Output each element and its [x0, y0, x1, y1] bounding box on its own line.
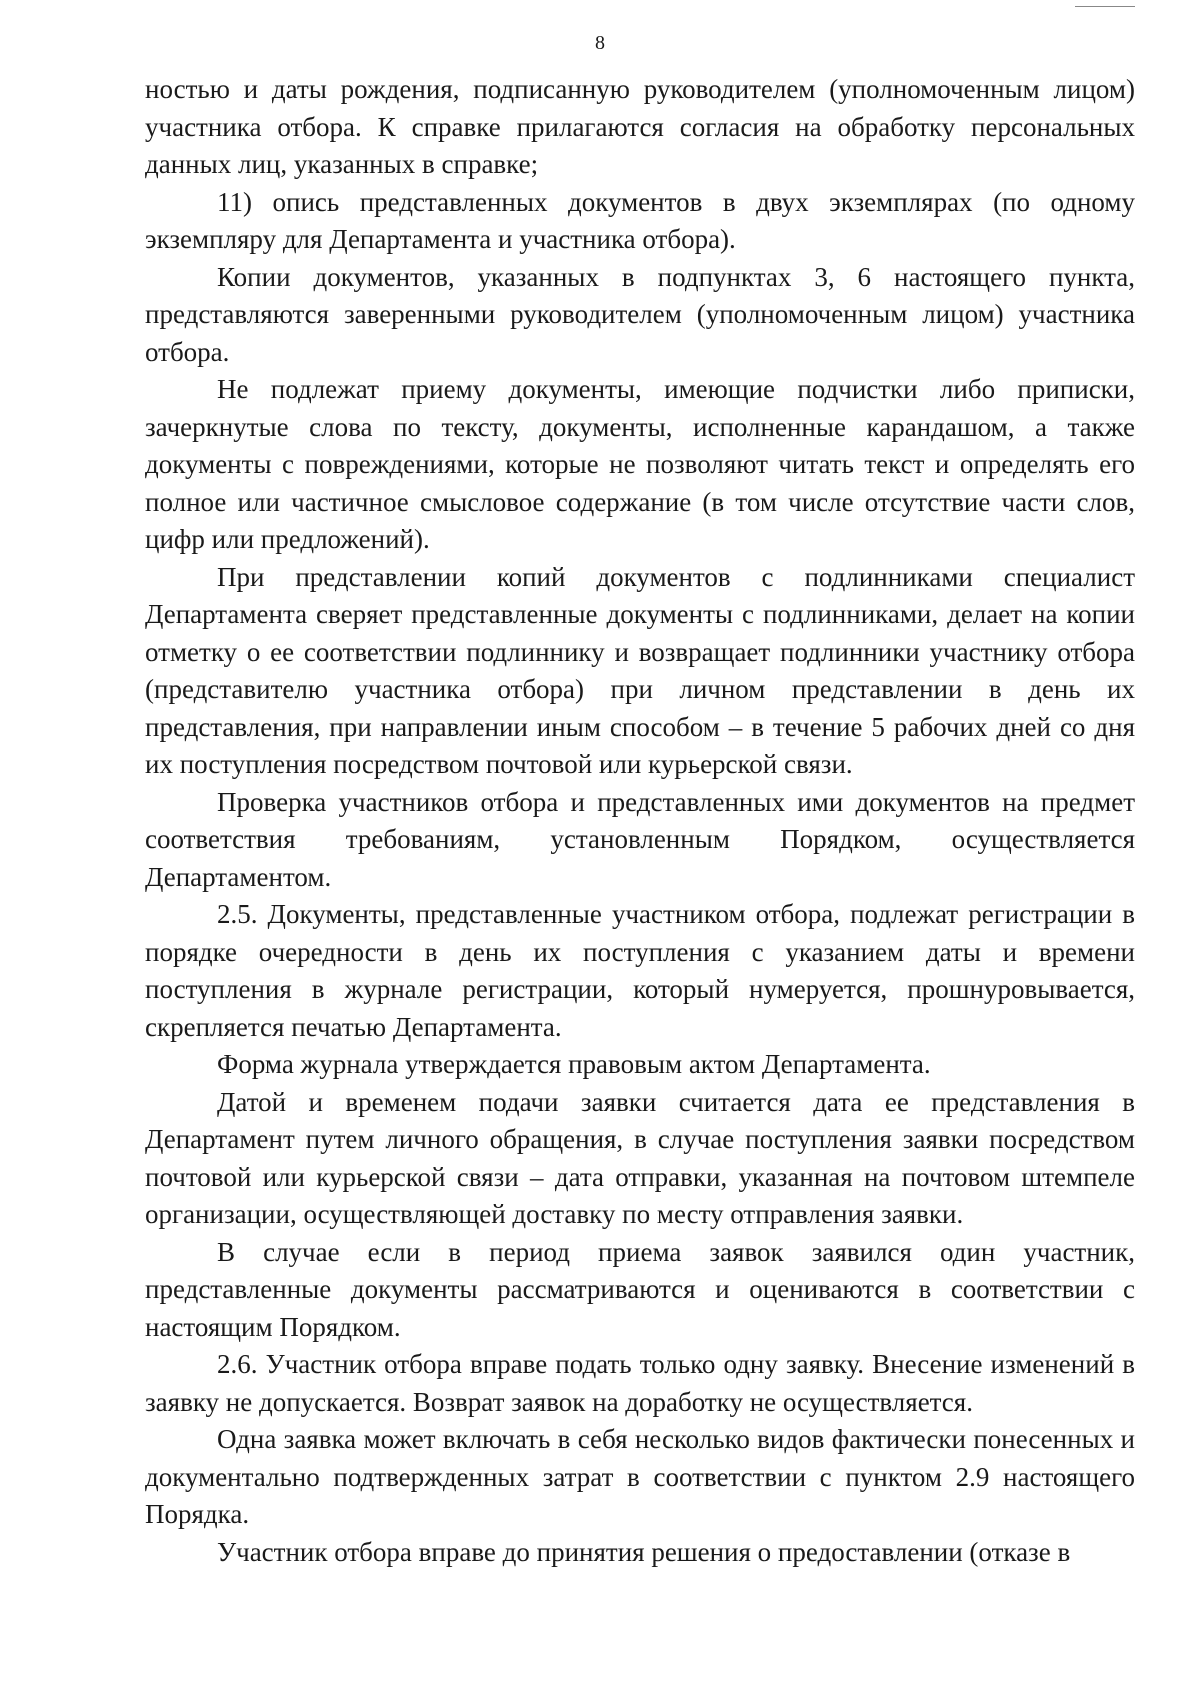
paragraph: Копии документов, указанных в подпунктах 3, 6 настоящего пункта, представляются заверенными руководителем (уполномоченным лицом) участника отбора. — [145, 261, 1135, 367]
paragraph: ностью и даты рождения, подписанную руководителем (уполномоченным лицом) участника отбора. К справке прилагаются согласия на обработку персональных данных лиц, указанных в справке; — [145, 74, 1135, 179]
paragraph: Не подлежат приему документы, имеющие подчистки либо приписки, зачеркнутые слова по тексту, документы, исполненные карандашом, а также документы с повреждениями, которые не позволяют читать текст и определять его полное или частичное смысловое содержание (в том числе отсутствие части слов, цифр или предложений). — [145, 374, 1135, 554]
paragraph: Участник отбора вправе до принятия решения о предоставлении (отказе в — [217, 1536, 1071, 1567]
paragraph: Одна заявка может включать в себя несколько видов фактически понесенных и документально подтвержденных затрат в соответствии с пунктом 2.9 настоящего Порядка. — [145, 1424, 1135, 1529]
page-number: 8 — [595, 32, 605, 54]
paragraph: 2.6. Участник отбора вправе подать только одну заявку. Внесение изменений в заявку не допускается. Возврат заявок на доработку не осуществляется. — [145, 1349, 1135, 1417]
paragraph: 2.5. Документы, представленные участником отбора, подлежат регистрации в порядке очередности в день их поступления с указанием даты и времени поступления в журнале регистрации, который нумеруется, прошнуровывается, скрепляется печатью Департамента. — [145, 899, 1135, 1042]
paragraph: В случае если в период приема заявок заявился один участник, представленные документы рассматриваются и оцениваются в соответствии с настоящим Порядком. — [145, 1236, 1135, 1342]
paragraph: 11) опись представленных документов в двух экземплярах (по одному экземпляру для Департамента и участника отбора). — [145, 186, 1135, 254]
paragraph: Проверка участников отбора и представленных ими документов на предмет соответствия требованиям, установленным Порядком, осуществляется Департаментом. — [145, 786, 1135, 892]
paragraph: Форма журнала утверждается правовым актом Департамента. — [217, 1049, 931, 1079]
document-body — [145, 71, 1135, 1571]
paragraph: При представлении копий документов с подлинниками специалист Департамента сверяет представленные документы с подлинниками, делает на копии отметку о ее соответствии подлиннику и возвращает подлинники участнику отбора (представителю участника отбора) при личном представлении в день их представления, при направлении иным способом – в течение 5 рабочих дней со дня их поступления посредством почтовой или курьерской связи. — [145, 561, 1135, 779]
paragraph: Датой и временем подачи заявки считается дата ее представления в Департамент путем личного обращения, в случае поступления заявки посредством почтовой или курьерской связи – дата отправки, указанная на почтовом штемпеле организации, осуществляющей доставку по месту отправления заявки. — [145, 1086, 1135, 1229]
scan-artifact — [1075, 6, 1135, 7]
